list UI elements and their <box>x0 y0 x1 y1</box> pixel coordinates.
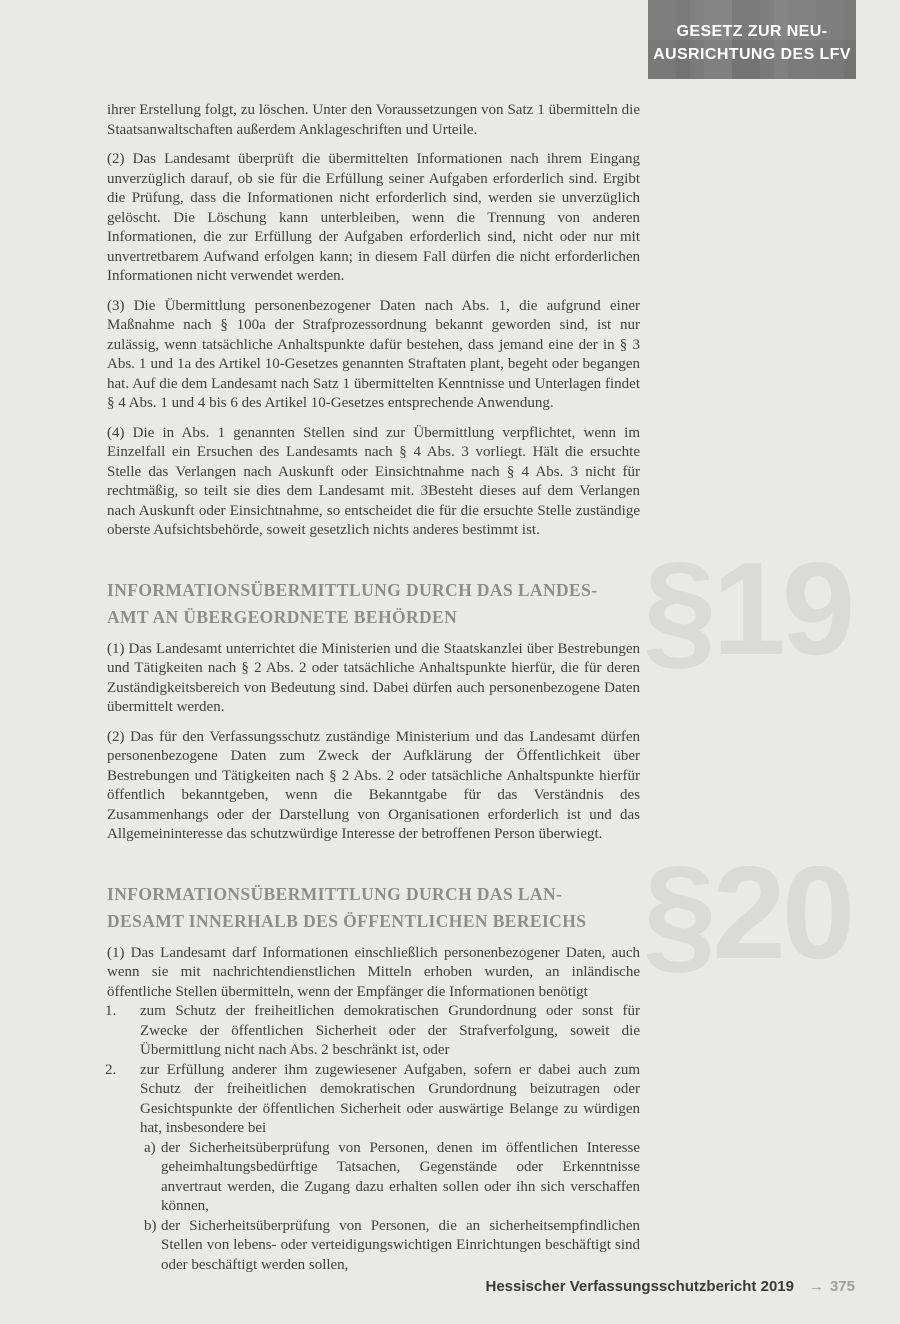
chapter-header-tab <box>648 0 856 79</box>
section-19-heading-line1: INFORMATIONSÜBERMITTLUNG DURCH DAS LANDES- <box>107 579 598 600</box>
numbered-list <box>107 1002 640 1275</box>
page-footer <box>485 1277 855 1296</box>
section-20-watermark: §20 <box>643 838 852 986</box>
section-19-heading <box>107 577 640 631</box>
section-20-paragraph-1: (1) Das Landesamt darf Informationen einschließlich personenbezogener Daten, auch wenn sie mit nachrichtendienstlichen Mitteln erhoben wurden, an inländische öffentliche Stellen übermitteln, wenn der Empfänger die Informationen benötigt <box>107 944 640 1000</box>
footer-page-number: 375 <box>829 1278 855 1295</box>
list-item-1-text: zum Schutz der freiheitlichen demokratischen Grundordnung oder sonst für Zwecke der öffentlichen Sicherheit oder der Strafverfolgung, soweit die Übermittlung nicht nach Abs. 2 beschränkt ist, oder <box>140 1003 640 1058</box>
list-item-2 <box>107 1061 640 1276</box>
section-20-heading-line2: DESAMT INNERHALB DES ÖFFENTLICHEN BEREICHS <box>107 910 587 931</box>
paragraph-continued: ihrer Erstellung folgt, zu löschen. Unter den Voraussetzungen von Satz 1 übermitteln die Staatsanwaltschaften außerdem Anklageschriften und Urteile. <box>107 102 640 138</box>
sub-item-b-label: b) <box>144 1217 157 1234</box>
sub-item-a-label: a) <box>144 1139 156 1156</box>
sub-item-a-text: der Sicherheitsüberprüfung von Personen, denen im öffentlichen Interesse geheimhaltungsbedürftige Tatsachen, Gegenstände oder Erkenntnisse anvertraut werden, die Zugang dazu erhalten sollen oder ihn sich verschaffen können, <box>161 1139 640 1214</box>
sub-item-b <box>144 1217 640 1276</box>
section-19 <box>107 534 852 845</box>
paragraph-abs3: (3) Die Übermittlung personenbezogener Daten nach Abs. 1, die aufgrund einer Maßnahme nach § 100a der Strafprozessordnung bekannt geworden sind, ist nur zulässig, wenn tatsächliche Anhaltspunkte dafür bestehen, dass jemand eine der in § 3 Abs. 1 und 1a des Artikel 10-Gesetzes genannten Straftaten plant, begeht oder begangen hat. Auf die dem Landesamt nach Satz 1 übermittelten Kenntnisse und Unterlagen findet § 4 Abs. 1 und 4 bis 6 des Artikel 10-Gesetzes entsprechende Anwendung. <box>107 297 640 411</box>
sub-list <box>144 1139 640 1276</box>
section-19-paragraph-1: (1) Das Landesamt unterrichtet die Ministerien und die Staatskanzlei über Bestrebungen und Tätigkeiten nach § 2 Abs. 2 oder tatsächliche Anhaltspunkte hierfür, die für deren Zuständigkeitsbereich von Bedeutung sind. Dabei dürfen auch personenbezogene Daten übermittelt werden. <box>107 640 640 715</box>
footer-report-title: Hessischer Verfassungsschutzbericht 2019 <box>485 1278 794 1295</box>
section-20-heading <box>107 881 640 935</box>
list-item-1-number: 1. <box>105 1003 117 1019</box>
section-19-paragraph-2: (2) Das für den Verfassungsschutz zuständige Ministerium und das Landesamt dürfen personenbezogene Daten zum Zweck der Aufklärung der Öffentlichkeit über Bestrebungen und Tätigkeiten nach § 2 Abs. 2 oder tatsächliche Anhaltspunkte hierfür öffentlich bekanntgeben, wenn die Bekanntgabe für das Verständnis des Zusammenhangs oder der Darstellung von Organisationen erforderlich ist und das Allgemeininteresse das schutzwürdige Interesse der betroffenen Person überwiegt. <box>107 728 640 842</box>
sub-item-b-text: der Sicherheitsüberprüfung von Personen, die an sicherheitsempfindlichen Stellen von lebens- oder verteidigungswichtigen Einrichtungen beschäftigt sind oder beschäftigt werden sollen, <box>161 1217 640 1273</box>
section-20 <box>105 838 852 1276</box>
paragraph-abs4: (4) Die in Abs. 1 genannten Stellen sind zur Übermittlung verpflichtet, wenn im Einzelfall ein Ersuchen des Landesamts nach § 4 Abs. 3 vorliegt. Hält die ersuchte Stelle das Verlangen nach Auskunft oder Einsichtnahme nach § 4 Abs. 3 nicht für rechtmäßig, so teilt sie dies dem Landesamt mit. 3Besteht dieses auf dem Verlangen nach Auskunft oder Einsichtnahme, so entscheidet die für die ersuchte Stelle zuständige oberste Aufsichtsbehörde, soweit gesetzlich nichts anderes bestimmt ist. <box>107 424 640 538</box>
section-19-heading-line2: AMT AN ÜBERGEORDNETE BEHÖRDEN <box>107 606 458 627</box>
sub-item-a <box>144 1139 640 1217</box>
footer-arrow-icon: → <box>808 1278 824 1295</box>
text-column <box>105 101 852 1275</box>
list-item-2-number: 2. <box>105 1061 117 1078</box>
chapter-header-line1: GESETZ ZUR NEU- <box>676 22 828 40</box>
paragraph-abs2: (2) Das Landesamt überprüft die übermittelten Informationen nach ihrem Eingang unverzüglich darauf, ob sie für die Erfüllung seiner Aufgaben erforderlich sind. Ergibt die Prüfung, dass die Informationen nicht erforderlich sind, werden sie unverzüglich gelöscht. Die Löschung kann unterbleiben, wenn die Trennung von anderen Informationen, die zur Erfüllung der Aufgaben erforderlich sind, nicht oder nur mit unvertretbarem Aufwand erfolgen kann; in diesem Fall dürfen die nicht erforderlichen Informationen nicht verwendet werden. <box>107 151 640 284</box>
section-20-heading-line1: INFORMATIONSÜBERMITTLUNG DURCH DAS LAN- <box>107 883 563 904</box>
list-item-1 <box>107 1002 640 1061</box>
chapter-header-line2: AUSRICHTUNG DES LFV <box>653 45 851 63</box>
list-item-2-text: zur Erfüllung anderer ihm zugewiesener Aufgaben, sofern er dabei auch zum Schutz der freiheitlichen demokratischen Grundordnung beizutragen oder Gesichtspunkte der öffentlichen Sicherheit oder auswärtige Belange zu würdigen hat, insbesondere bei <box>140 1061 640 1136</box>
section-19-watermark: §19 <box>643 534 852 682</box>
